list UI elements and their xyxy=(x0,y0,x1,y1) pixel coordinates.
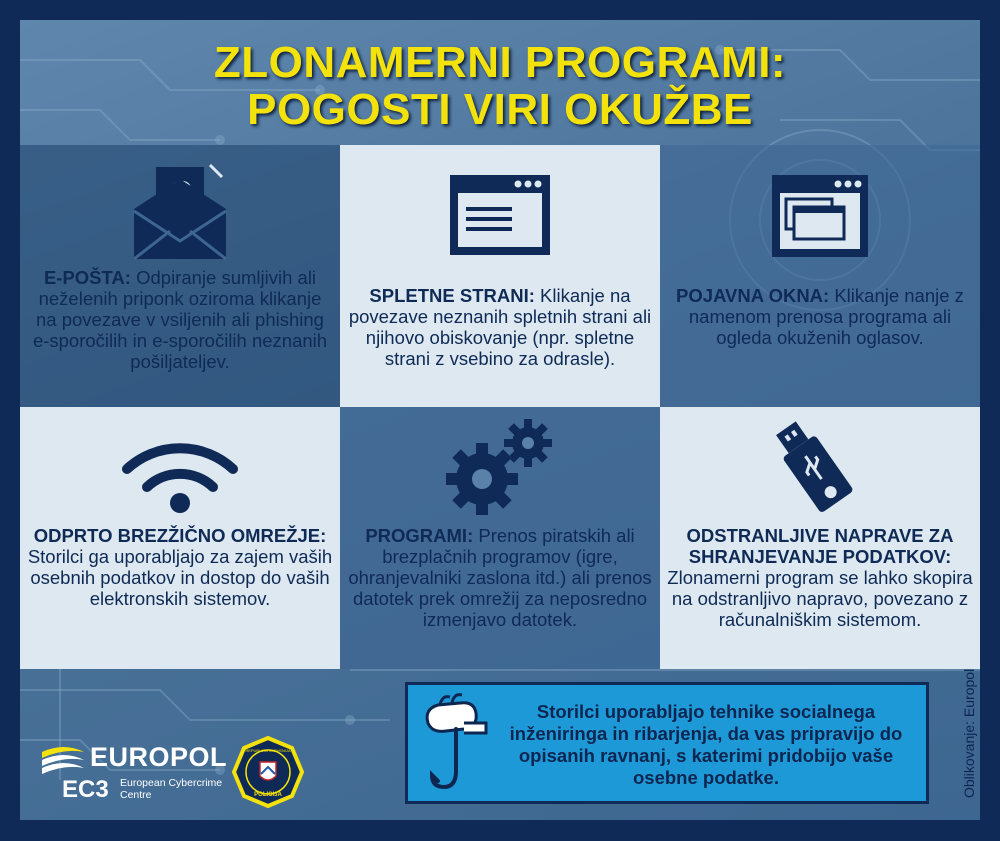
wifi-icon xyxy=(121,441,239,513)
card-websites-body: Klikanje na povezave neznanih spletnih strani ali njihovo obiskovanje (npr. spletne strani z vsebino za odrasle). xyxy=(348,285,652,369)
gears-icon xyxy=(440,413,560,521)
europol-wordmark: EUROPOL xyxy=(90,742,228,772)
card-removable-storage xyxy=(660,407,980,669)
ec3-subtitle xyxy=(120,777,222,801)
card-programs xyxy=(340,407,660,669)
hand-fishing-hook-icon xyxy=(420,693,492,797)
police-badge-label: POLICIJA xyxy=(254,792,282,798)
card-websites xyxy=(340,145,660,407)
email-icon xyxy=(132,161,228,261)
card-email-text xyxy=(26,267,334,372)
card-open-wifi-text xyxy=(26,525,334,609)
card-open-wifi-body: Storilci ga uporabljajo za zajem vaših osebnih podatkov in dostop do vaših elektronskih sistemov. xyxy=(27,546,333,609)
card-programs-text xyxy=(346,525,654,630)
card-email xyxy=(20,145,340,407)
title-line-1: ZLONAMERNI PROGRAMI: xyxy=(213,38,787,87)
card-programs-heading: PROGRAMI: xyxy=(365,525,474,546)
banner-text: Storilci uporabljajo tehnike socialnega inženiringa in ribarjenja, da vas pripravijo do opisanih ravnanj, s katerimi pridobijo vaše osebne podatke. xyxy=(509,701,903,788)
card-open-wifi-heading: ODPRTO BREZŽIČNO OMREŽJE: xyxy=(33,525,327,546)
card-websites-heading: SPLETNE STRANI: xyxy=(369,285,535,306)
ec3-wordmark: EC3 xyxy=(62,776,109,803)
europol-swoosh-icon xyxy=(40,744,86,774)
card-programs-body: Prenos piratskih ali brezplačnih programov (igre, ohranjevalniki zaslona itd.) ali prenos datotek prek omrežij za neposredno izmenjavo datotek. xyxy=(348,525,652,630)
card-open-wifi xyxy=(20,407,340,669)
card-popups xyxy=(660,145,980,407)
design-credit: Oblikovanje: Europol xyxy=(961,668,977,798)
card-email-heading: E-POŠTA: xyxy=(43,267,131,288)
card-removable-storage-text xyxy=(666,525,974,630)
card-email-body: Odpiranje sumljivih ali neželenih priponk oziroma klikanje na povezave v vsiljenih ali phishing e-sporočilih in e-sporočilih neznanih pošiljateljev. xyxy=(32,267,328,372)
europol-ec3-logo xyxy=(40,742,230,802)
card-popups-body: Klikanje nanje z namenom prenosa programa ali ogleda okuženih oglasov. xyxy=(688,285,964,348)
ec3-subtitle-line-1: European Cybercrime xyxy=(120,777,223,789)
card-websites-text xyxy=(346,285,654,369)
usb-drive-icon xyxy=(770,413,870,513)
slovenian-police-badge xyxy=(232,736,304,808)
infographic-panel xyxy=(20,20,980,820)
browser-window-icon xyxy=(448,173,552,257)
ec3-subtitle-line-2: Centre xyxy=(120,789,152,801)
police-badge-top-label: REPUBLIKA SLOVENIJA xyxy=(245,748,291,753)
card-removable-storage-body: Zlonamerni program se lahko skopira na odstranljivo napravo, povezano z računalniškim sistemom. xyxy=(667,567,973,630)
card-popups-text xyxy=(666,285,974,348)
title-line-2: POGOSTI VIRI OKUŽBE xyxy=(247,85,753,134)
popup-windows-icon xyxy=(770,173,870,259)
card-removable-storage-heading: ODSTRANLJIVE NAPRAVE ZA SHRANJEVANJE PODATKOV: xyxy=(686,525,954,567)
social-engineering-banner xyxy=(405,682,929,804)
card-popups-heading: POJAVNA OKNA: xyxy=(676,285,830,306)
